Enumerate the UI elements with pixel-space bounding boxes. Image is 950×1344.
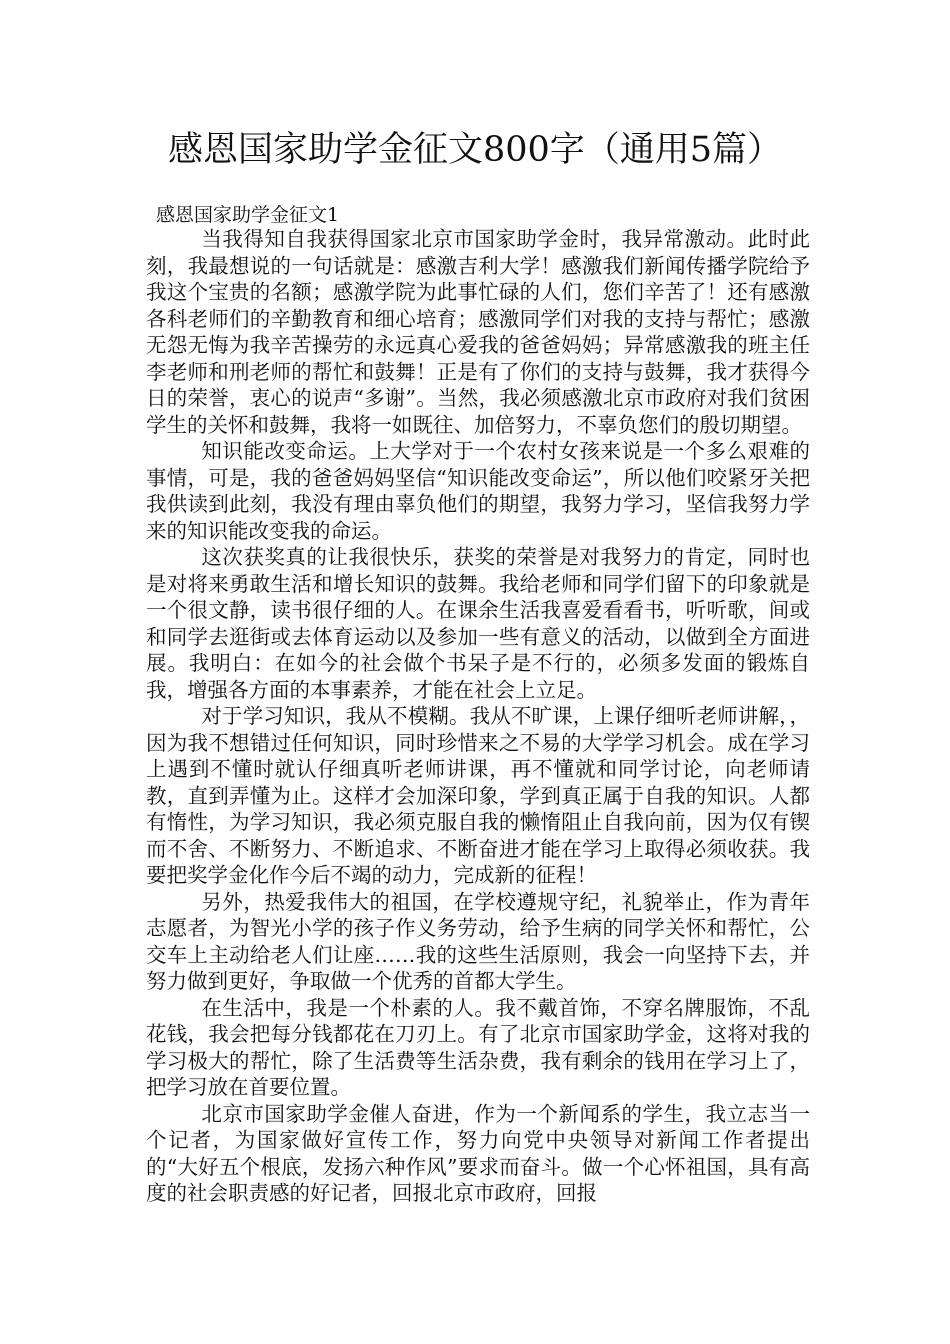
paragraph-3: 这次获奖真的让我很快乐，获奖的荣誉是对我努力的肯定，同时也是对将来勇敢生活和增长知识的鼓舞。我给老师和同学们留下的印象就是一个很文静，读书很仔细的人。在课余生活我喜爱看看书，听听歌，间或和同学去逛街或去体育运动以及参加一些有意义的活动，以做到全方面进展。我明白：在如今的社会做个书呆子是不行的，必须多发面的锻炼自我，增强各方面的本事素养，才能在社会上立足。 <box>146 545 810 702</box>
paragraph-6: 在生活中，我是一个朴素的人。我不戴首饰，不穿名牌服饰，不乱花钱，我会把每分钱都花在刀刃上。有了北京市国家助学金，这将对我的学习极大的帮忙，除了生活费等生活杂费，我有剩余的钱用在学习上了，把学习放在首要位置。 <box>146 995 810 1099</box>
paragraph-5: 另外，热爱我伟大的祖国，在学校遵规守纪，礼貌举止，作为青年志愿者，为智光小学的孩子作义务劳动，给予生病的同学关怀和帮忙，公交车上主动给老人们让座……我的这些生活原则，我会一向坚持下去，并努力做到更好，争取做一个优秀的首都大学生。 <box>146 889 810 993</box>
section-heading: 感恩国家助学金征文1 <box>156 204 340 226</box>
paragraph-2: 知识能改变命运。上大学对于一个农村女孩来说是一个多么艰难的事情，可是，我的爸爸妈妈坚信“知识能改变命运”，所以他们咬紧牙关把我供读到此刻，我没有理由辜负他们的期望，我努力学习，坚信我努力学来的知识能改变我的命运。 <box>146 439 810 543</box>
paragraph-1: 当我得知自我获得国家北京市国家助学金时，我异常激动。此时此刻，我最想说的一句话就是：感激吉利大学！感激我们新闻传播学院给予我这个宝贵的名额；感激学院为此事忙碌的人们，您们辛苦了！还有感激各科老师们的辛勤教育和细心培育；感激同学们对我的支持与帮忙；感激无怨无悔为我辛苦操劳的永远真心爱我的爸爸妈妈；异常感激我的班主任李老师和刑老师的帮忙和鼓舞！正是有了你们的支持与鼓舞，我才获得今日的荣誉，衷心的说声“多谢”。当然，我必须感激北京市政府对我们贫困学生的关怀和鼓舞，我将一如既往、加倍努力，不辜负您们的殷切期望。 <box>146 227 810 437</box>
document-title: 感恩国家助学金征文800字（通用5篇） <box>167 130 783 170</box>
essay-body <box>146 226 810 1207</box>
paragraph-4: 对于学习知识，我从不模糊。我从不旷课，上课仔细听老师讲解，，因为我不想错过任何知识，同时珍惜来之不易的大学学习机会。成在学习上遇到不懂时就认仔细真听老师讲课，再不懂就和同学讨论，向老师请教，直到弄懂为止。这样才会加深印象，学到真正属于自我的知识。人都有惰性，为学习知识，我必须克服自我的懒惰阻止自我向前，因为仅有锲而不舍、不断努力、不断追求、不断奋进才能在学习上取得必须收获。我要把奖学金化作今后不竭的动力，完成新的征程！ <box>146 704 810 887</box>
paragraph-7: 北京市国家助学金催人奋进，作为一个新闻系的学生，我立志当一个记者，为国家做好宣传工作，努力向党中央领导对新闻工作者提出的“大好五个根底，发扬六种作风”要求而奋斗。做一个心怀祖国，具有高度的社会职责感的好记者，回报北京市政府，回报 <box>146 1101 810 1205</box>
